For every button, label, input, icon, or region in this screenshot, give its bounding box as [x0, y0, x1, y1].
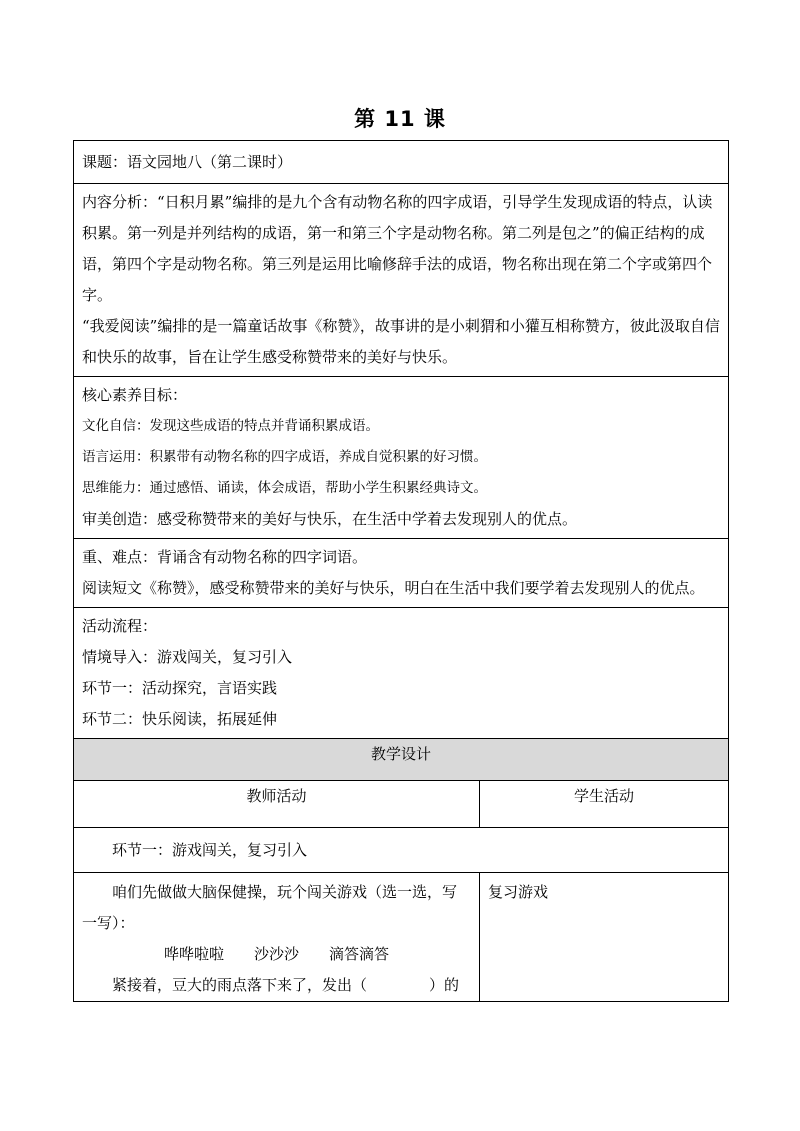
key-points-cell: [74, 539, 729, 608]
page-title: 第 11 课: [354, 107, 446, 131]
teacher-activity-cell: [74, 873, 480, 1002]
student-column-header: 学生活动: [480, 781, 729, 828]
goal-language-use: 语言运用：积累带有动物名称的四字成语，养成自觉积累的好习惯。: [82, 449, 487, 465]
core-goals-row: [74, 377, 729, 539]
step1-cell: [74, 828, 729, 873]
goal-cultural-confidence: 文化自信：发现这些成语的特点并背诵积累成语。: [82, 418, 379, 434]
design-heading: 教学设计: [74, 739, 729, 781]
difficult-points-text: 阅读短文《称赞》，感受称赞带来的美好与快乐，明白在生活中我们要学着去发现别人的优点。: [82, 579, 705, 597]
teacher-intro-text: 咱们先做做大脑保健操，玩个闯关游戏（选一选，写一写）：: [82, 883, 458, 932]
topic-text: 课题：语文园地八（第二课时）: [82, 152, 293, 171]
student-activity-cell: [480, 873, 729, 1002]
column-header-row: [74, 781, 729, 828]
design-heading-row: [74, 739, 729, 781]
question-before: 紧接着，豆大的雨点落下来了，发出（: [112, 976, 368, 994]
flow-item: 情境导入：游戏闯关，复习引入: [82, 648, 293, 666]
goal-thinking-ability: 思维能力：通过感悟、诵读，体会成语，帮助小学生积累经典诗文。: [82, 480, 487, 496]
student-activity-text: 复习游戏: [488, 883, 549, 901]
teacher-options-text: 哗哗啦啦 沙沙沙 滴答滴答: [163, 945, 389, 963]
core-goals-cell: [74, 377, 729, 539]
reading-analysis-text: “我爱阅读”编排的是一篇童话故事《称赞》，故事讲的是小刺猬和小獾互相称赞方，彼此汲取自信和快乐的故事，旨在让学生感受称赞带来的美好与快乐。: [82, 317, 720, 366]
flow-item: 环节二：快乐阅读，拓展延伸: [82, 710, 278, 728]
lesson-plan-table: [73, 140, 729, 1002]
key-points-text: 重、难点：背诵含有动物名称的四字词语。: [82, 548, 368, 566]
content-analysis-row: [74, 184, 729, 377]
topic-row: [74, 141, 729, 184]
step1-row: [74, 828, 729, 873]
topic-cell: [74, 141, 729, 184]
content-analysis-text: 内容分析：“日积月累”编排的是九个含有动物名称的四字成语，引导学生发现成语的特点，认读积累。第一列是并列结构的成语，第一和第三个字是动物名称。第二列是包之”的偏正结构的成语，第四个字是动物名称。第三列是运用比喻修辞手法的成语，物名称出现在第二个字或第四个字。: [82, 193, 713, 304]
activity-row: [74, 873, 729, 1002]
flow-item: 环节一：活动探究，言语实践: [82, 679, 278, 697]
question-after: ）的: [429, 976, 460, 994]
step1-text: 环节一：游戏闯关，复习引入: [112, 840, 308, 859]
teacher-question-text: [82, 970, 471, 1001]
content-analysis-cell: [74, 184, 729, 377]
core-goals-heading: 核心素养目标：: [82, 386, 188, 404]
flow-cell: [74, 608, 729, 739]
teacher-column-header: 教师活动: [74, 781, 480, 828]
goal-aesthetic-creation: 审美创造：感受称赞带来的美好与快乐，在生活中学着去发现别人的优点。: [82, 510, 578, 528]
key-points-row: [74, 539, 729, 608]
flow-heading: 活动流程：: [82, 617, 158, 635]
flow-row: [74, 608, 729, 739]
